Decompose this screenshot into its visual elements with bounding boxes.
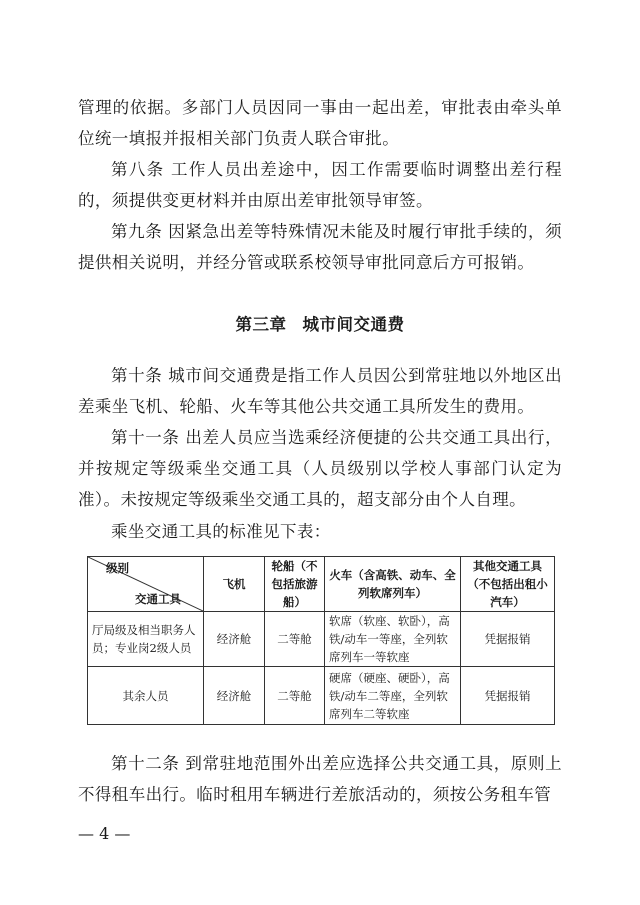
- row-ship: 二等舱: [265, 612, 325, 667]
- transport-standard-table: [87, 556, 555, 725]
- paragraph-approval-basis: 管理的依据。多部门人员因同一事由一起出差，审批表由牵头单位统一填报并报相关部门负责人联合审批。: [78, 98, 562, 148]
- row-other: 凭据报销: [461, 667, 555, 725]
- row-train: 硬席（硬座、硬卧），高铁/动车二等座，全列软席列车二等软座: [325, 667, 461, 725]
- header-level-label: 级别: [106, 561, 129, 575]
- row-level: 其余人员: [88, 667, 204, 725]
- row-level: 厅局级及相当职务人员；专业岗2级人员: [88, 612, 204, 667]
- chapter-heading: [0, 311, 640, 335]
- paragraph-article-8: 第八条 工作人员出差途中，因工作需要临时调整出差行程的，须提供变更材料并由原出差审批领导审签。: [78, 160, 562, 210]
- diagonal-header-cell: [88, 557, 204, 612]
- row-plane: 经济舱: [204, 667, 265, 725]
- paragraph-table-intro: 乘坐交通工具的标准见下表：: [111, 522, 331, 541]
- paragraph-article-10: 第十条 城市间交通费是指工作人员因公到常驻地以外地区出差乘坐飞机、轮船、火车等其他公共交通工具所发生的费用。: [78, 366, 562, 416]
- chapter-title: 城市间交通费: [302, 315, 405, 334]
- header-ship: 轮船（不包括旅游船）: [265, 557, 325, 612]
- chapter-number: 第三章: [235, 315, 287, 334]
- paragraph-article-9: 第九条 因紧急出差等特殊情况未能及时履行审批手续的，须提供相关说明，并经分管或联系校领导审批同意后方可报销。: [78, 222, 562, 272]
- table-row: [88, 667, 555, 725]
- paragraph-article-12: 第十二条 到常驻地范围外出差应选择公共交通工具，原则上不得租车出行。临时租用车辆进行差旅活动的，须按公务租车管: [78, 754, 562, 804]
- row-ship: 二等舱: [265, 667, 325, 725]
- header-train: 火车（含高铁、动车、全列软席列车）: [325, 557, 461, 612]
- header-other: 其他交通工具（不包括出租小汽车）: [461, 557, 555, 612]
- row-plane: 经济舱: [204, 612, 265, 667]
- table-row: [88, 612, 555, 667]
- table-header-row: [88, 557, 555, 612]
- paragraph-article-11: 第十一条 出差人员应当选乘经济便捷的公共交通工具出行，并按规定等级乘坐交通工具（人员级别以学校人事部门认定为准）。未按规定等级乘坐交通工具的，超支部分由个人自理。: [78, 428, 562, 509]
- row-train: 软席（软座、软卧），高铁/动车一等座，全列软席列车一等软座: [325, 612, 461, 667]
- header-plane: 飞机: [204, 557, 265, 612]
- page-number: — 4 —: [78, 824, 131, 843]
- row-other: 凭据报销: [461, 612, 555, 667]
- header-transport-label: 交通工具: [135, 592, 181, 606]
